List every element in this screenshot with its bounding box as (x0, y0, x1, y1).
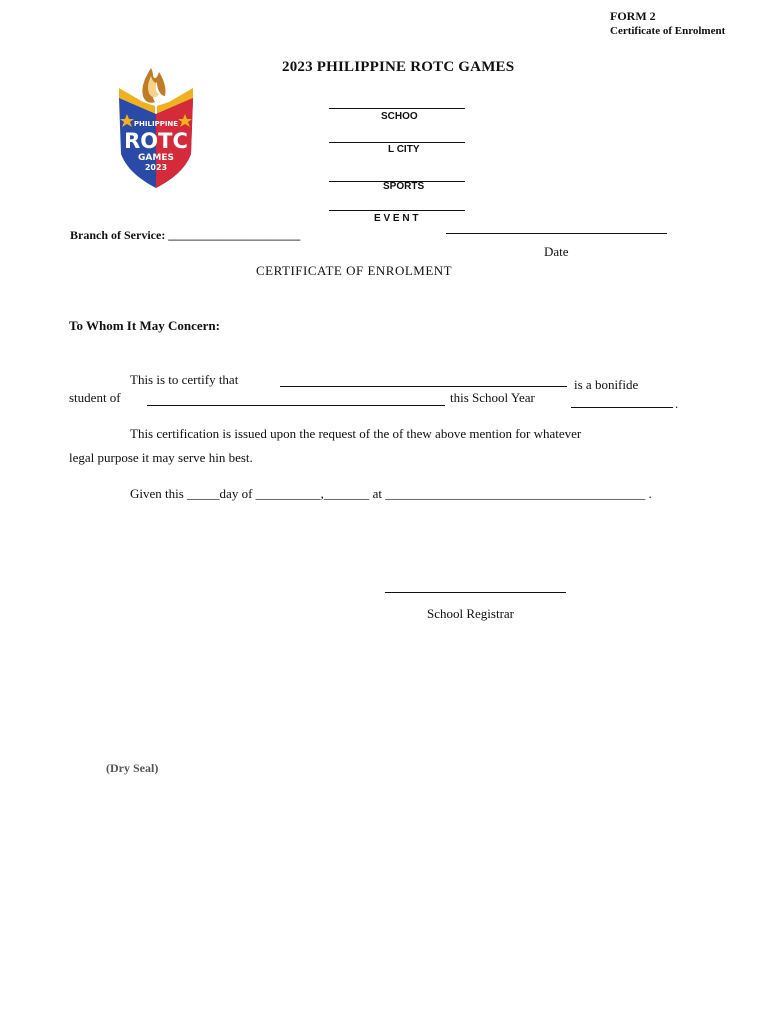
form-subtitle: Certificate of Enrolment (610, 25, 726, 37)
logo-text-year: 2023 (144, 163, 168, 172)
period: . (675, 396, 679, 411)
student-of-text: student of (69, 390, 121, 405)
page-title: 2023 PHILIPPINE ROTC GAMES (282, 59, 515, 75)
bonafide-text: is a bonifide (574, 377, 639, 392)
school-year-line[interactable] (571, 407, 673, 408)
certificate-title: CERTIFICATE OF ENROLMENT (256, 263, 453, 278)
student-name-line[interactable] (280, 386, 567, 387)
city-line[interactable] (329, 142, 465, 143)
event-line[interactable] (329, 210, 465, 211)
logo-text-main: ROTC (124, 129, 188, 153)
branch-of-service: Branch of Service: ______________________ (70, 228, 301, 242)
school-name-line[interactable] (147, 405, 445, 406)
logo-text-games: GAMES (138, 153, 174, 163)
certify-text: This is to certify that (130, 372, 239, 387)
date-label: Date (544, 244, 569, 259)
rotc-games-logo (115, 62, 197, 190)
sports-label: SPORTS (383, 181, 425, 192)
dry-seal-label: (Dry Seal) (106, 761, 159, 775)
registrar-label: School Registrar (427, 606, 515, 621)
school-year-text: this School Year (450, 390, 535, 405)
signature-line[interactable] (385, 592, 566, 593)
given-text: Given this _____day of __________,_______ at ________________________________________ . (130, 486, 652, 501)
form-code: FORM 2 (610, 9, 656, 23)
school-label: SCHOO (381, 111, 418, 122)
city-label: L CITY (388, 144, 420, 155)
date-line[interactable] (446, 233, 667, 234)
request-text-line2: legal purpose it may serve hin best. (69, 450, 253, 465)
school-line[interactable] (329, 108, 465, 109)
salutation: To Whom It May Concern: (69, 318, 220, 333)
logo-text-top: PHILIPPINE (133, 120, 179, 128)
request-text-line1: This certification is issued upon the request of the of thew above mention for whatever (130, 426, 582, 441)
event-label: E V E N T (374, 213, 419, 224)
